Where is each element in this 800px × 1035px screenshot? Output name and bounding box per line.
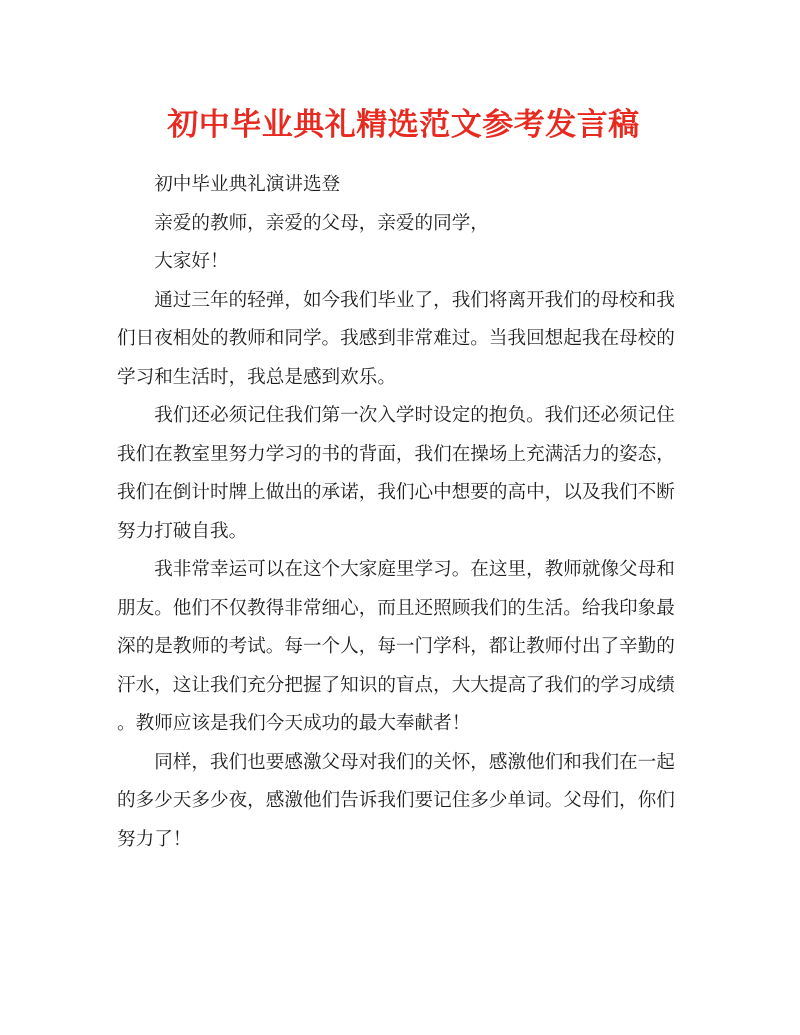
text-line: 初中毕业典礼演讲选登 (154, 174, 341, 195)
text-line: 学习和生活时，我总是感到欢乐。 (117, 366, 396, 388)
text-line: 深的是教师的考试。每一个人，每一门学科，都让教师付出了辛勤的 (117, 636, 675, 657)
text-line: 汗水，这让我们充分把握了知识的盲点，大大提高了我们的学习成绩 (117, 674, 675, 696)
document-title: 初中毕业典礼精选范文参考发言稿 (167, 107, 640, 142)
paragraph (117, 744, 690, 860)
paragraph (117, 397, 690, 551)
text-line: 大家好！ (154, 251, 229, 272)
text-line: 朋友。他们不仅教得非常细心，而且还照顾我们的生活。给我印象最 (117, 597, 675, 619)
text-line: 们日夜相处的教师和同学。我感到非常难过。当我回想起我在母校的 (117, 328, 675, 349)
document-body (117, 166, 690, 859)
text-line: 我们还必须记住我们第一次入学时设定的抱负。我们还必须记住 (154, 405, 675, 426)
text-line: 同样，我们也要感激父母对我们的关怀，感激他们和我们在一起 (154, 751, 675, 773)
text-line: 我们在倒计时牌上做出的承诺，我们心中想要的高中，以及我们不断 (117, 482, 675, 503)
text-line: 努力打破自我。 (117, 520, 248, 542)
text-line: 努力了！ (117, 828, 192, 850)
paragraph (117, 166, 690, 205)
text-line: 我非常幸运可以在这个大家庭里学习。在这里，教师就像父母和 (154, 559, 675, 580)
text-line: 通过三年的轻弹，如今我们毕业了，我们将离开我们的母校和我 (154, 289, 675, 311)
text-line: 我们在教室里努力学习的书的背面，我们在操场上充满活力的姿态， (117, 443, 675, 465)
text-line: 。教师应该是我们今天成功的最大奉献者！ (117, 713, 471, 734)
paragraph (117, 243, 690, 282)
paragraph (117, 205, 690, 244)
text-line: 亲爱的教师，亲爱的父母，亲爱的同学， (154, 212, 489, 234)
paragraph (117, 551, 690, 744)
text-line: 的多少天多少夜，感激他们告诉我们要记住多少单词。父母们，你们 (117, 790, 675, 811)
paragraph (117, 282, 690, 398)
